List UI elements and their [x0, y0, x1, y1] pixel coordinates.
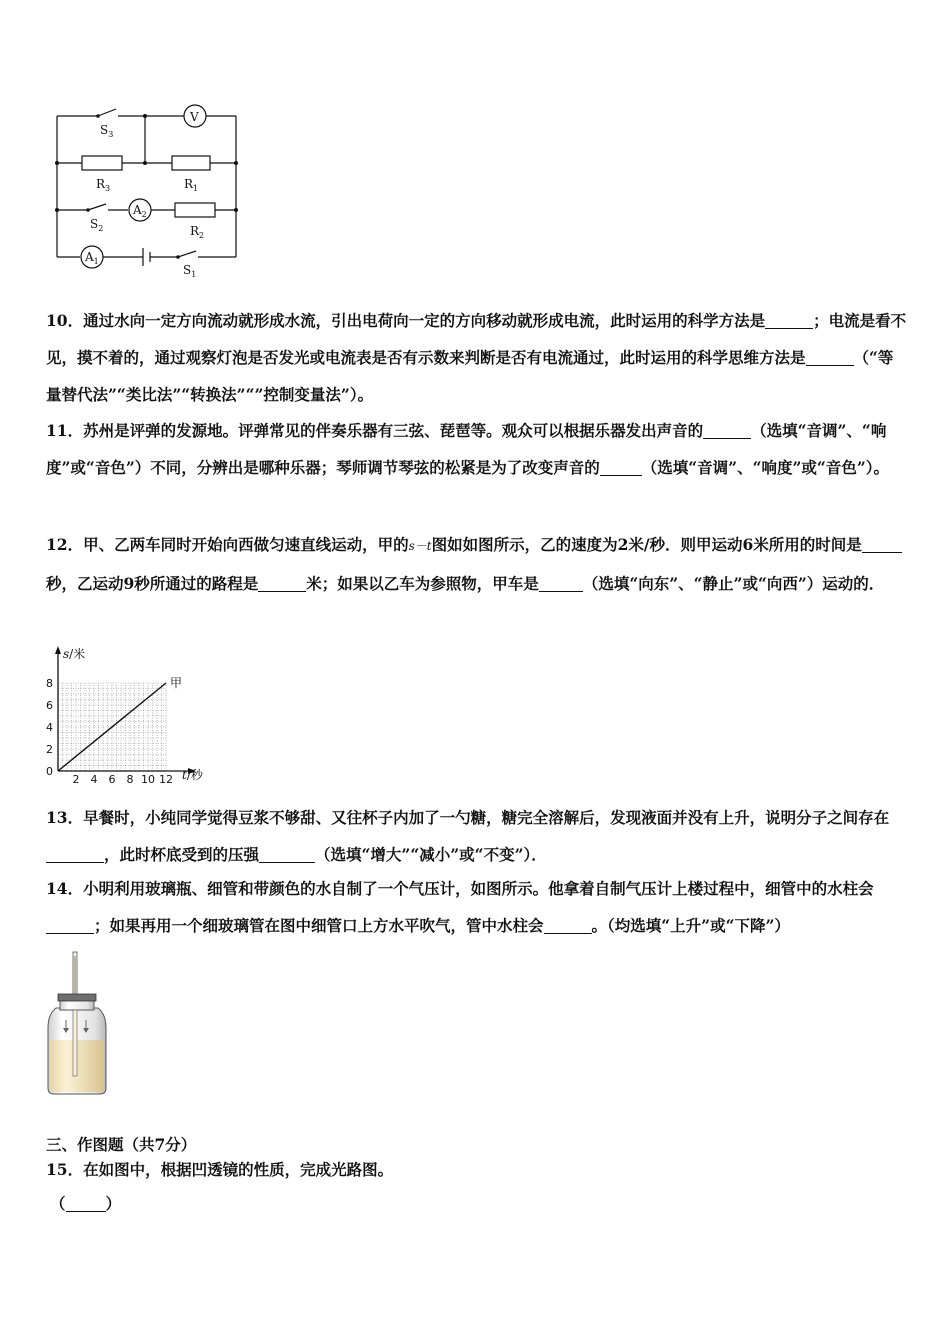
q11-text-1: 11．苏州是评弹的发源地。评弹常见的伴奏乐器有三弦、琵琶等。观众可以根据乐器发出声音的: [46, 421, 704, 440]
y-axis-label: s/米: [63, 647, 86, 661]
switch-s3-label: $S_3$: [100, 123, 114, 139]
resistor-r3-label: $R_3$: [96, 177, 111, 193]
q14-blank-2[interactable]: [544, 918, 592, 935]
q10-text-1: 10．通过水向一定方向流动就形成水流，引出电荷向一定的方向移动就形成电流，此时运用的科学方法是: [46, 311, 766, 330]
x-tick-label: 4: [90, 773, 98, 786]
q14-text-2: ；如果再用一个细玻璃管在图中细管口上方水平吹气，管中水柱会: [94, 916, 544, 935]
barometer-bottle-illustration: [42, 948, 112, 1096]
x-tick-label: 6: [108, 773, 116, 786]
y-tick-label: 2: [46, 743, 53, 756]
st-chart: [36, 640, 226, 788]
x-tick-label: 2: [72, 773, 80, 786]
x-tick-label: 8: [126, 773, 134, 786]
question-10: [46, 302, 908, 413]
q14-text-1: 14．小明利用玻璃瓶、细管和带颜色的水自制了一个气压计，如图所示。他拿着自制气压计上楼过程中，细管中的水柱会: [46, 879, 874, 898]
q11-blank-2[interactable]: [600, 460, 642, 477]
voltmeter-label: V: [190, 110, 199, 124]
ammeter-a1-label: $A_1$: [85, 250, 99, 266]
q11-text-2: （选填“音调”、“响度”或“音色”）不同，分辨出是哪种乐器；琴师调节琴弦的松紧是为了改变声音的: [46, 421, 887, 477]
q12-st-symbol: s－t: [408, 539, 432, 553]
q10-blank-1[interactable]: [765, 313, 813, 330]
q12-text-2: 图如如图所示，乙的速度为2米/秒．则甲运动6米所用的时间是: [431, 535, 862, 554]
q12-text-3: 秒，乙运动9秒所通过的路程是: [46, 574, 259, 593]
q12-text-5: （选填“向东”、“静止”或“向西”）运动的．: [582, 574, 885, 593]
section-3-title: 三、作图题（共7分）: [46, 1135, 197, 1154]
question-14: [46, 870, 908, 944]
q13-blank-1[interactable]: [46, 847, 104, 864]
q11-text-3: （选填“音调”、“响度”或“音色”）。: [641, 458, 889, 477]
question-13: [46, 799, 908, 873]
switch-s2-label: $S_2$: [90, 217, 104, 233]
q12-blank-3[interactable]: [539, 576, 583, 593]
question-15-answer: [50, 1192, 121, 1214]
resistor-r2-label: $R_2$: [190, 224, 205, 240]
x-axis-label: t/秒: [182, 768, 203, 782]
q10-blank-2[interactable]: [806, 350, 854, 367]
circuit-diagram: [50, 96, 250, 284]
q10-text-3: （“等量替代法”“类比法”“转换法”“”控制变量法”）。: [46, 348, 894, 404]
origin-label: 0: [46, 765, 53, 778]
question-15: 15．在如图中，根据凹透镜的性质，完成光路图。: [46, 1160, 394, 1179]
question-11: [46, 412, 908, 486]
q13-text-1: 13．早餐时，小纯同学觉得豆浆不够甜、又往杯子内加了一勺糖，糖完全溶解后，发现液面并没有上升，说明分子之间存在: [46, 808, 890, 827]
resistor-r1-label: $R_1$: [184, 177, 199, 193]
q13-text-2: ，此时杯底受到的压强: [104, 845, 260, 864]
y-tick-label: 8: [46, 677, 53, 690]
switch-s1-label: $S_1$: [183, 263, 197, 279]
y-axis-arrow: [55, 646, 61, 654]
q14-blank-1[interactable]: [46, 918, 94, 935]
question-12: [46, 526, 908, 602]
q12-text-4: 米；如果以乙车为参照物，甲车是: [306, 574, 539, 593]
y-tick-label: 6: [46, 699, 53, 712]
series-label: 甲: [170, 676, 183, 690]
q13-blank-2[interactable]: [259, 847, 315, 864]
q10-text-2: ；电流是看不见，摸不着的，通过观察灯泡是否发光或电流表是否有示数来判断是否有电流通过，此时运用的科学思维方法是: [46, 311, 907, 367]
q11-blank-1[interactable]: [703, 423, 751, 440]
q12-blank-1[interactable]: [862, 537, 902, 554]
q13-text-3: （选填“增大”“减小”或“不变”）．: [315, 845, 547, 864]
x-tick-label: 12: [159, 773, 173, 786]
q15-blank[interactable]: [66, 1196, 106, 1213]
x-tick-label: 10: [141, 773, 155, 786]
answer-open-paren: （: [50, 1194, 66, 1213]
answer-close-paren: ）: [105, 1194, 122, 1213]
ammeter-a2-label: $A_2$: [133, 203, 147, 219]
q14-text-3: 。（均选填“上升”或“下降”）: [591, 916, 790, 935]
q12-blank-2[interactable]: [258, 576, 306, 593]
y-tick-label: 4: [46, 721, 53, 734]
q12-text-1: 12．甲、乙两车同时开始向西做匀速直线运动，甲的: [46, 535, 409, 554]
